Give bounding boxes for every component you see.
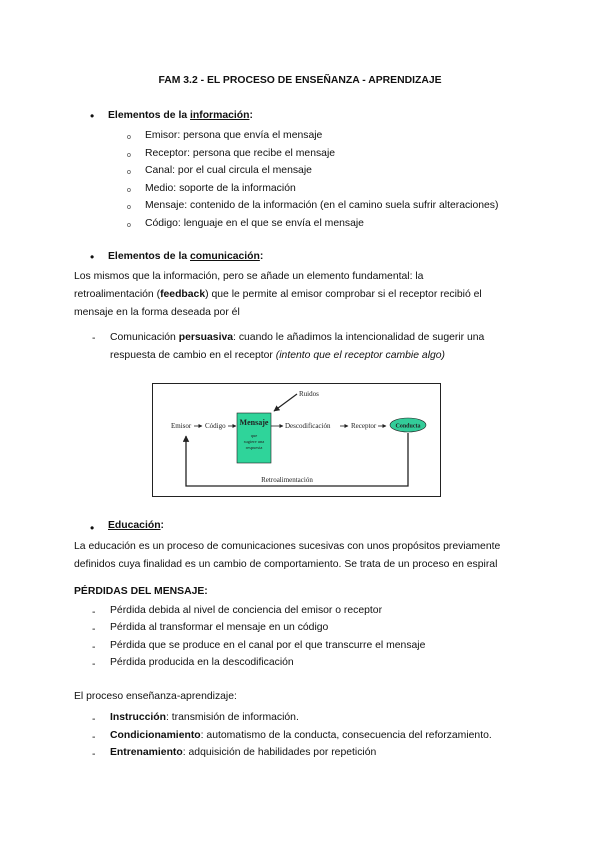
paragraph-line: La educación es un proceso de comunicaciones sucesivas con unos propósitos previamente bbox=[74, 541, 501, 552]
heading-suffix: : bbox=[259, 251, 264, 262]
communication-diagram bbox=[152, 380, 442, 498]
text-run: respuesta de cambio en el receptor bbox=[110, 350, 276, 361]
heading-prefix: Elementos de la bbox=[108, 110, 190, 121]
conducta-label: Conducta bbox=[395, 423, 421, 430]
persuasiva-item bbox=[110, 329, 550, 365]
dash-icon: - bbox=[92, 607, 96, 618]
heading-suffix: : bbox=[249, 110, 253, 121]
item-line bbox=[110, 347, 550, 365]
italic-note: (intento que el receptor cambie algo) bbox=[275, 350, 446, 361]
text-run: ) que le permite al emisor comprobar si el receptor recibió el bbox=[205, 289, 482, 300]
list-item: Canal: por el cual circula el mensaje bbox=[145, 165, 312, 176]
circle-bullet-icon: o bbox=[127, 204, 131, 211]
heading-perdidas: PÉRDIDAS DEL MENSAJE: bbox=[74, 586, 208, 597]
term-desc: : adquisición de habilidades por repetición bbox=[182, 747, 377, 758]
list-item: Código: lenguaje en el que se envía el mensaje bbox=[145, 218, 364, 229]
paragraph-line: definidos cuya finalidad es un cambio de comportamiento. Se trata de un proceso en espiral bbox=[74, 559, 498, 570]
heading-informacion bbox=[108, 110, 253, 121]
mensaje-sub: sugiere una bbox=[243, 439, 265, 444]
bullet-icon: • bbox=[90, 250, 95, 264]
term: Condicionamiento bbox=[110, 730, 201, 741]
retroalimentacion-label: Retroalimentación bbox=[261, 476, 313, 484]
circle-bullet-icon: o bbox=[127, 152, 131, 159]
circle-bullet-icon: o bbox=[127, 134, 131, 141]
heading-word: comunicación bbox=[190, 251, 260, 262]
dash-icon: - bbox=[92, 624, 96, 635]
text-run: Comunicación bbox=[110, 332, 179, 343]
dash-icon: - bbox=[92, 749, 96, 760]
heading-word: información bbox=[190, 110, 250, 121]
persuasiva-term: persuasiva bbox=[178, 332, 234, 343]
circle-bullet-icon: o bbox=[127, 187, 131, 194]
list-item bbox=[110, 747, 376, 758]
list-item: Pérdida que se produce en el canal por el que transcurre el mensaje bbox=[110, 640, 426, 651]
paragraph-line: Los mismos que la información, pero se añade un elemento fundamental: la bbox=[74, 271, 424, 282]
heading-comunicacion bbox=[108, 251, 263, 262]
list-item bbox=[110, 712, 299, 723]
list-item: Medio: soporte de la información bbox=[145, 183, 296, 194]
heading-educacion bbox=[108, 520, 164, 531]
bullet-icon: • bbox=[90, 109, 95, 123]
text-run: : cuando le añadimos la intencionalidad de sugerir una bbox=[233, 332, 485, 343]
term: Instrucción bbox=[110, 712, 167, 723]
list-item: Pérdida al transformar el mensaje en un código bbox=[110, 622, 329, 633]
bullet-icon: • bbox=[90, 521, 95, 535]
list-item: Pérdida producida en la descodificación bbox=[110, 657, 294, 668]
proceso-intro: El proceso enseñanza-aprendizaje: bbox=[74, 691, 237, 702]
ruidos-arrow bbox=[274, 394, 297, 411]
mensaje-sub: que bbox=[250, 433, 258, 438]
circle-bullet-icon: o bbox=[127, 222, 131, 229]
circle-bullet-icon: o bbox=[127, 169, 131, 176]
dash-icon: - bbox=[92, 714, 96, 725]
dash-icon: - bbox=[92, 333, 96, 344]
list-item: Emisor: persona que envía el mensaje bbox=[145, 130, 323, 141]
emisor-label: Emisor bbox=[171, 422, 192, 430]
codigo-label: Código bbox=[205, 422, 226, 430]
feedback-term: feedback bbox=[160, 289, 206, 300]
dash-icon: - bbox=[92, 642, 96, 653]
heading-prefix: Elementos de la bbox=[108, 251, 190, 262]
list-item: Receptor: persona que recibe el mensaje bbox=[145, 148, 336, 159]
paragraph-line bbox=[74, 286, 534, 304]
term: Entrenamiento bbox=[110, 747, 183, 758]
item-line bbox=[110, 329, 550, 347]
ruidos-label: Ruidos bbox=[299, 390, 319, 398]
paragraph-comunicacion bbox=[74, 268, 534, 322]
paragraph-line: mensaje en la forma deseada por él bbox=[74, 307, 240, 318]
term-desc: : transmisión de información. bbox=[166, 712, 299, 723]
mensaje-label: Mensaje bbox=[239, 418, 269, 427]
term-desc: : automatismo de la conducta, consecuencia del reforzamiento. bbox=[200, 730, 492, 741]
list-item bbox=[110, 730, 492, 741]
page-title: FAM 3.2 - EL PROCESO DE ENSEÑANZA - APRENDIZAJE bbox=[158, 75, 442, 86]
receptor-label: Receptor bbox=[351, 422, 377, 430]
mensaje-sub: respuesta bbox=[245, 445, 263, 450]
dash-icon: - bbox=[92, 659, 96, 670]
list-item: Mensaje: contenido de la información (en el camino suela sufrir alteraciones) bbox=[145, 200, 499, 211]
text-run: retroalimentación ( bbox=[74, 289, 161, 300]
dash-icon: - bbox=[92, 732, 96, 743]
descodificacion-label: Descodificación bbox=[285, 422, 331, 430]
paragraph-educacion bbox=[74, 538, 554, 574]
list-item: Pérdida debida al nivel de conciencia del emisor o receptor bbox=[110, 605, 383, 616]
heading-suffix: : bbox=[160, 520, 165, 531]
heading-word: Educación bbox=[108, 520, 161, 531]
